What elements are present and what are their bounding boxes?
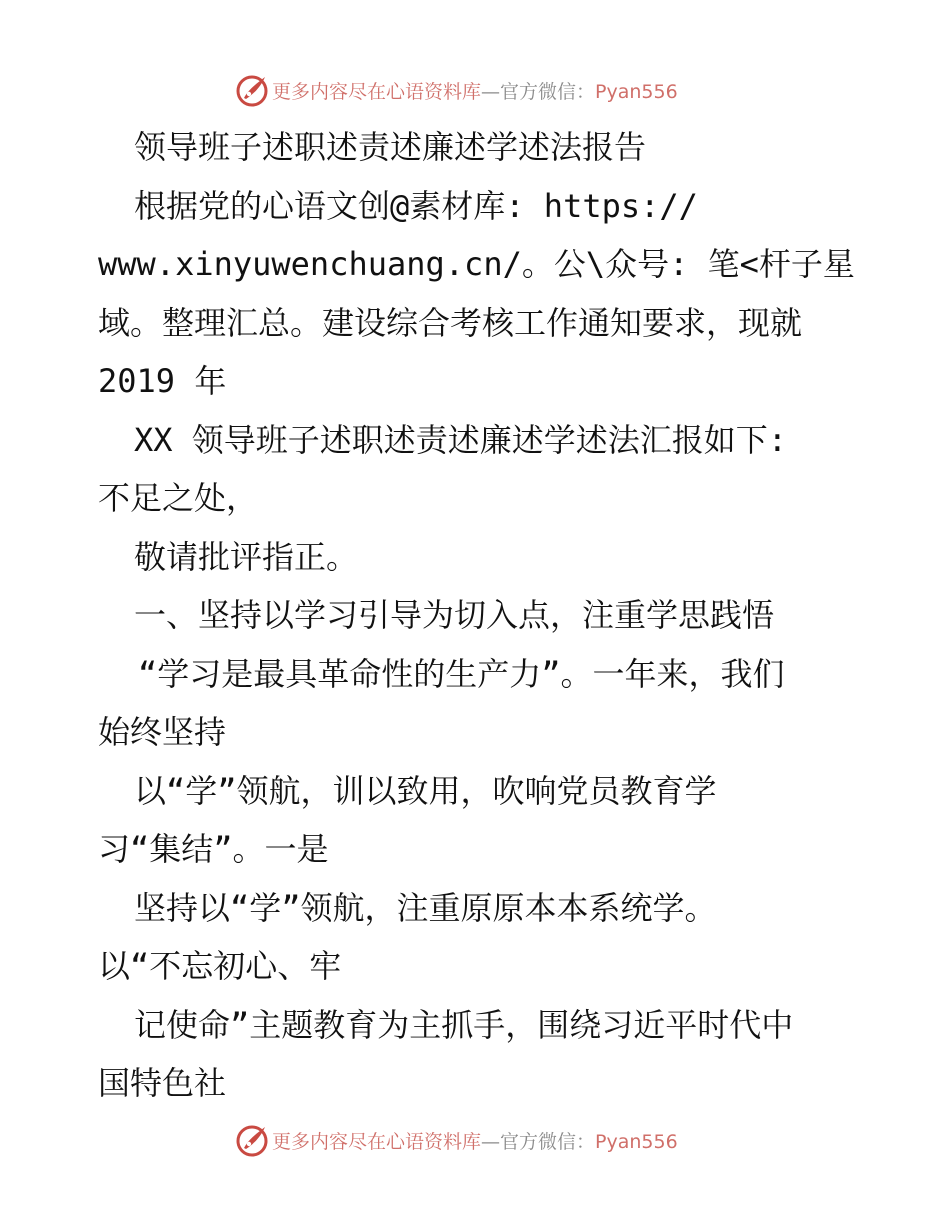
paragraph-line: 国特色社 (98, 1064, 227, 1102)
section-heading: 一、坚持以学习引导为切入点，注重学思践悟 (134, 596, 775, 634)
paragraph-line: 习“集结”。一是 (98, 830, 329, 868)
banner-separator: — (481, 80, 501, 103)
paragraph-line: 域。整理汇总。建设综合考核工作通知要求，现就 (98, 303, 803, 342)
document-body (98, 118, 858, 1113)
banner-wechat-label: 官方微信： (500, 80, 596, 103)
paragraph-line: 2019 年 (98, 362, 227, 400)
paragraph-line: 根据党的心语文创@素材库: https:// (134, 186, 698, 225)
banner-text (272, 77, 678, 104)
paragraph-line: 敬请批评指正。 (134, 537, 359, 576)
banner-wechat-id: Pyan556 (595, 1130, 678, 1153)
paragraph-line: 以“不忘初心、牢 (98, 947, 342, 985)
quill-logo-icon (234, 72, 270, 108)
paragraph-line: 坚持以“学”领航，注重原原本本系统学。 (134, 888, 717, 927)
paragraph-line: 始终坚持 (98, 713, 227, 751)
banner-wechat-label: 官方微信： (500, 1130, 596, 1153)
banner-wechat-id: Pyan556 (595, 80, 678, 103)
banner-separator: — (481, 1130, 501, 1153)
paragraph-line: “学习是最具革命性的生产力”。一年来，我们 (138, 654, 785, 693)
paragraph-line: XX 领导班子述职述责述廉述学述法汇报如下: (134, 420, 788, 459)
banner-text (272, 1127, 678, 1154)
paragraph-line: www.xinyuwenchuang.cn/。公\众号: 笔<杆子星 (98, 245, 855, 283)
paragraph-line: 不足之处， (98, 479, 259, 517)
paragraph-line: 记使命”主题教育为主抓手，围绕习近平时代中 (134, 1005, 794, 1044)
paragraph-line: 以“学”领航，训以致用，吹响党员教育学 (134, 771, 717, 810)
document-title: 领导班子述职述责述廉述学述法报告 (134, 128, 647, 166)
header-banner (234, 70, 714, 110)
banner-site-text: 更多内容尽在心语资料库 (272, 80, 482, 103)
footer-banner (234, 1120, 714, 1160)
quill-logo-icon (234, 1122, 270, 1158)
banner-site-text: 更多内容尽在心语资料库 (272, 1130, 482, 1153)
